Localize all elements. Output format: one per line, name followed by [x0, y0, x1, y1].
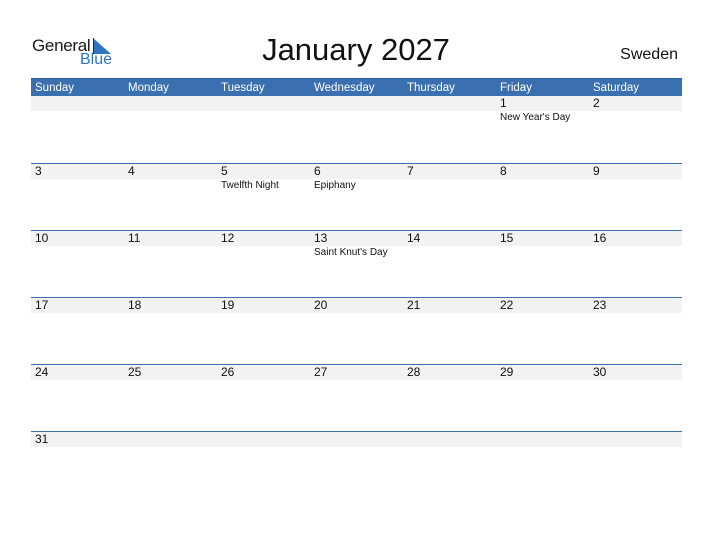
day-number: 10 — [35, 231, 49, 245]
day-number: 25 — [128, 365, 142, 379]
weekday-saturday: Saturday — [593, 82, 640, 94]
week-cells — [31, 231, 682, 297]
day-cell — [217, 96, 310, 162]
day-cell — [496, 432, 589, 498]
day-number: 4 — [128, 164, 135, 178]
calendar-grid — [31, 78, 682, 498]
holiday-label: New Year's Day — [500, 112, 571, 123]
day-cell — [217, 298, 310, 364]
holiday-label: Saint Knut's Day — [314, 247, 388, 258]
day-number — [128, 432, 217, 447]
day-number: 24 — [35, 365, 49, 379]
day-number: 1 — [500, 96, 507, 110]
calendar-week-row — [31, 96, 682, 163]
day-cell — [589, 298, 682, 364]
day-number — [593, 432, 682, 447]
day-cell — [403, 298, 496, 364]
day-number: 16 — [593, 231, 607, 245]
day-cell — [589, 96, 682, 162]
day-cell — [124, 365, 217, 431]
day-cell — [403, 164, 496, 230]
weekday-sunday: Sunday — [35, 82, 75, 94]
day-cell — [310, 96, 403, 162]
day-cell — [310, 298, 403, 364]
day-cell — [124, 231, 217, 297]
weekday-tuesday: Tuesday — [221, 82, 265, 94]
day-cell — [496, 231, 589, 297]
day-number: 31 — [35, 432, 49, 446]
day-number: 5 — [221, 164, 228, 178]
week-cells — [31, 432, 682, 498]
day-cell — [124, 432, 217, 498]
day-cell — [403, 231, 496, 297]
day-number: 19 — [221, 298, 235, 312]
weekday-thursday: Thursday — [407, 82, 455, 94]
day-cell — [31, 432, 124, 498]
week-cells — [31, 365, 682, 431]
day-number: 9 — [593, 164, 600, 178]
day-cell — [31, 365, 124, 431]
day-cell — [496, 365, 589, 431]
holiday-label: Twelfth Night — [221, 180, 279, 191]
day-cell — [217, 432, 310, 498]
logo-blue-text: Blue — [80, 51, 113, 68]
day-cell — [589, 231, 682, 297]
page-title: January 2027 — [262, 32, 450, 67]
calendar-week-row — [31, 163, 682, 230]
day-cell — [589, 164, 682, 230]
day-number: 29 — [500, 365, 514, 379]
day-cell — [403, 96, 496, 162]
day-number: 30 — [593, 365, 607, 379]
day-cell — [496, 298, 589, 364]
weekday-monday: Monday — [128, 82, 169, 94]
day-cell — [310, 432, 403, 498]
calendar-week-row — [31, 297, 682, 364]
day-number — [314, 432, 403, 447]
calendar-week-row — [31, 230, 682, 297]
day-number: 28 — [407, 365, 421, 379]
day-number: 7 — [407, 164, 414, 178]
day-number: 13 — [314, 231, 328, 245]
day-number — [128, 96, 217, 111]
day-number: 15 — [500, 231, 514, 245]
day-number: 17 — [35, 298, 49, 312]
day-number: 21 — [407, 298, 421, 312]
day-number: 8 — [500, 164, 507, 178]
day-cell — [496, 164, 589, 230]
day-cell — [589, 432, 682, 498]
day-number — [314, 96, 403, 111]
day-number: 23 — [593, 298, 607, 312]
logo-general-text: General — [32, 36, 91, 55]
day-cell — [496, 96, 589, 162]
day-cell — [403, 365, 496, 431]
calendar-week-row — [31, 364, 682, 431]
day-number: 20 — [314, 298, 328, 312]
day-cell — [31, 231, 124, 297]
day-cell — [31, 96, 124, 162]
day-number: 11 — [128, 231, 141, 245]
day-number: 14 — [407, 231, 421, 245]
day-cell — [124, 96, 217, 162]
day-cell — [217, 164, 310, 230]
day-number — [407, 432, 496, 447]
week-cells — [31, 164, 682, 230]
day-cell — [217, 365, 310, 431]
day-cell — [124, 298, 217, 364]
day-number — [407, 96, 496, 111]
weekday-wednesday: Wednesday — [314, 82, 375, 94]
day-number: 27 — [314, 365, 328, 379]
day-cell — [124, 164, 217, 230]
day-number: 3 — [35, 164, 42, 178]
day-number: 6 — [314, 164, 321, 178]
day-number — [35, 96, 124, 111]
weeks-container — [31, 96, 682, 498]
day-number: 22 — [500, 298, 514, 312]
day-cell — [31, 164, 124, 230]
holiday-label: Epiphany — [314, 180, 356, 191]
day-cell — [217, 231, 310, 297]
week-cells — [31, 298, 682, 364]
weekday-header — [31, 78, 682, 96]
day-cell — [310, 164, 403, 230]
day-cell — [31, 298, 124, 364]
day-number: 18 — [128, 298, 142, 312]
day-number: 26 — [221, 365, 235, 379]
day-number — [500, 432, 589, 447]
day-number — [221, 432, 310, 447]
calendar-week-row — [31, 431, 682, 498]
day-cell — [589, 365, 682, 431]
week-cells — [31, 96, 682, 162]
day-number: 12 — [221, 231, 235, 245]
day-number — [221, 96, 310, 111]
day-cell — [310, 231, 403, 297]
day-cell — [403, 432, 496, 498]
country-label: Sweden — [620, 46, 678, 63]
day-cell — [310, 365, 403, 431]
weekday-friday: Friday — [500, 82, 532, 94]
day-number: 2 — [593, 96, 600, 110]
